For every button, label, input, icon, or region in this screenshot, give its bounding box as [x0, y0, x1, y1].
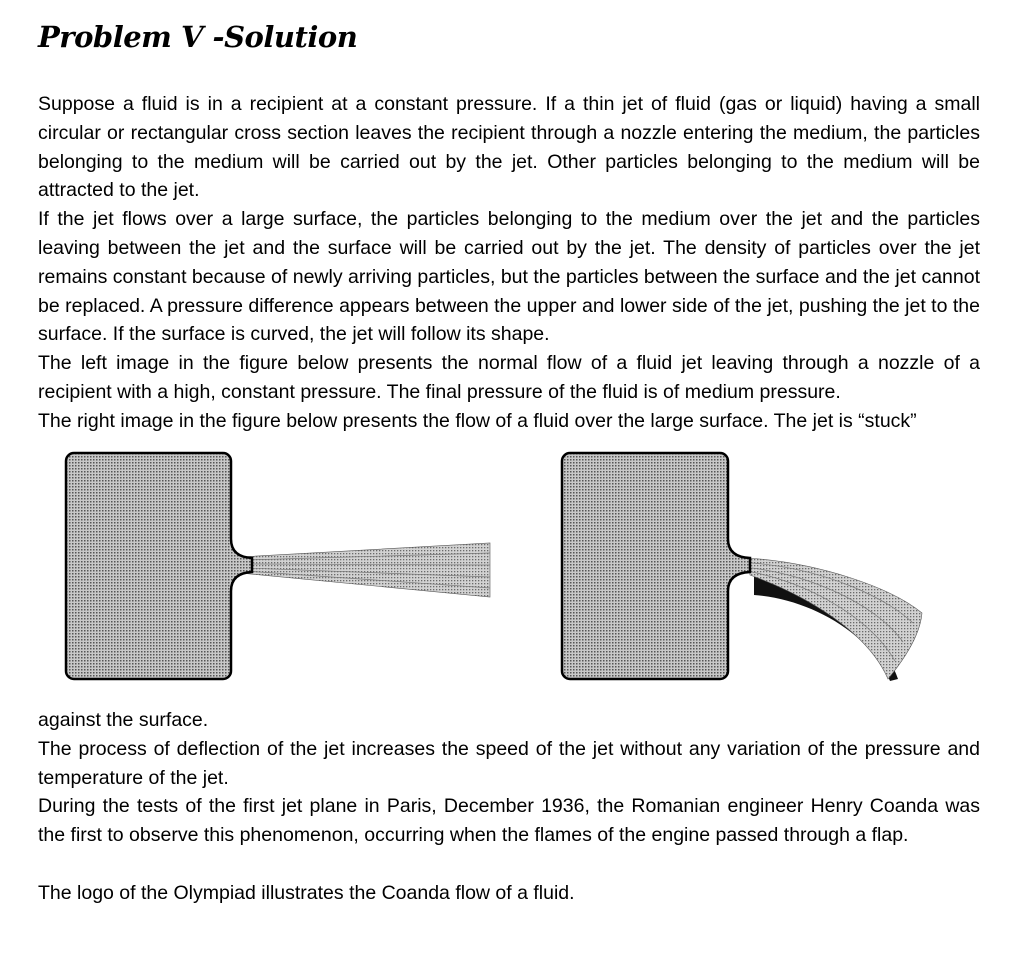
body-text-top	[38, 90, 980, 436]
paragraph: If the jet flows over a large surface, the particles belonging to the medium over the jet and the particles leaving between the jet and the surface will be carried out by the jet. The density of particles over the jet remains constant because of newly arriving particles, but the particles between the surface and the jet cannot be replaced. A pressure difference appears between the upper and lower side of the jet, pushing the jet to the surface. If the surface is curved, the jet will follow its shape.	[38, 208, 980, 346]
paragraph: The logo of the Olympiad illustrates the Coanda flow of a fluid.	[38, 881, 575, 904]
paragraph: against the surface.	[38, 709, 209, 731]
free-jet	[240, 543, 490, 597]
page-title: Problem V -Solution	[38, 20, 358, 54]
body-text-bottom	[38, 706, 980, 908]
recipient-tank-right	[562, 453, 750, 679]
coanda-jet	[748, 558, 922, 679]
paragraph: Suppose a fluid is in a recipient at a constant pressure. If a thin jet of fluid (gas or liquid) having a small circular or rectangular cross section leaves the recipient through a nozzle entering the medium, the particles belonging to the medium will be carried out by the jet. Other particles belonging to the medium will be attracted to the jet.	[38, 93, 980, 202]
coanda-jet-diagram	[562, 453, 922, 681]
paragraph-blank	[38, 850, 980, 879]
coanda-figure	[60, 447, 940, 692]
free-jet-diagram	[66, 453, 490, 679]
paragraph: The right image in the figure below presents the flow of a fluid over the large surface. The jet is “stuck”	[38, 409, 917, 432]
paragraph: The left image in the figure below presents the normal flow of a fluid jet leaving through a nozzle of a recipient with a high, constant pressure. The final pressure of the fluid is of medium pressure.	[38, 352, 980, 403]
paragraph: The process of deflection of the jet increases the speed of the jet without any variation of the pressure and temperature of the jet.	[38, 737, 980, 789]
paragraph: During the tests of the first jet plane in Paris, December 1936, the Romanian engineer Henry Coanda was the first to observe this phenomenon, occurring when the flames of the engine passed through a flap.	[38, 795, 980, 847]
recipient-tank-left	[66, 453, 252, 679]
